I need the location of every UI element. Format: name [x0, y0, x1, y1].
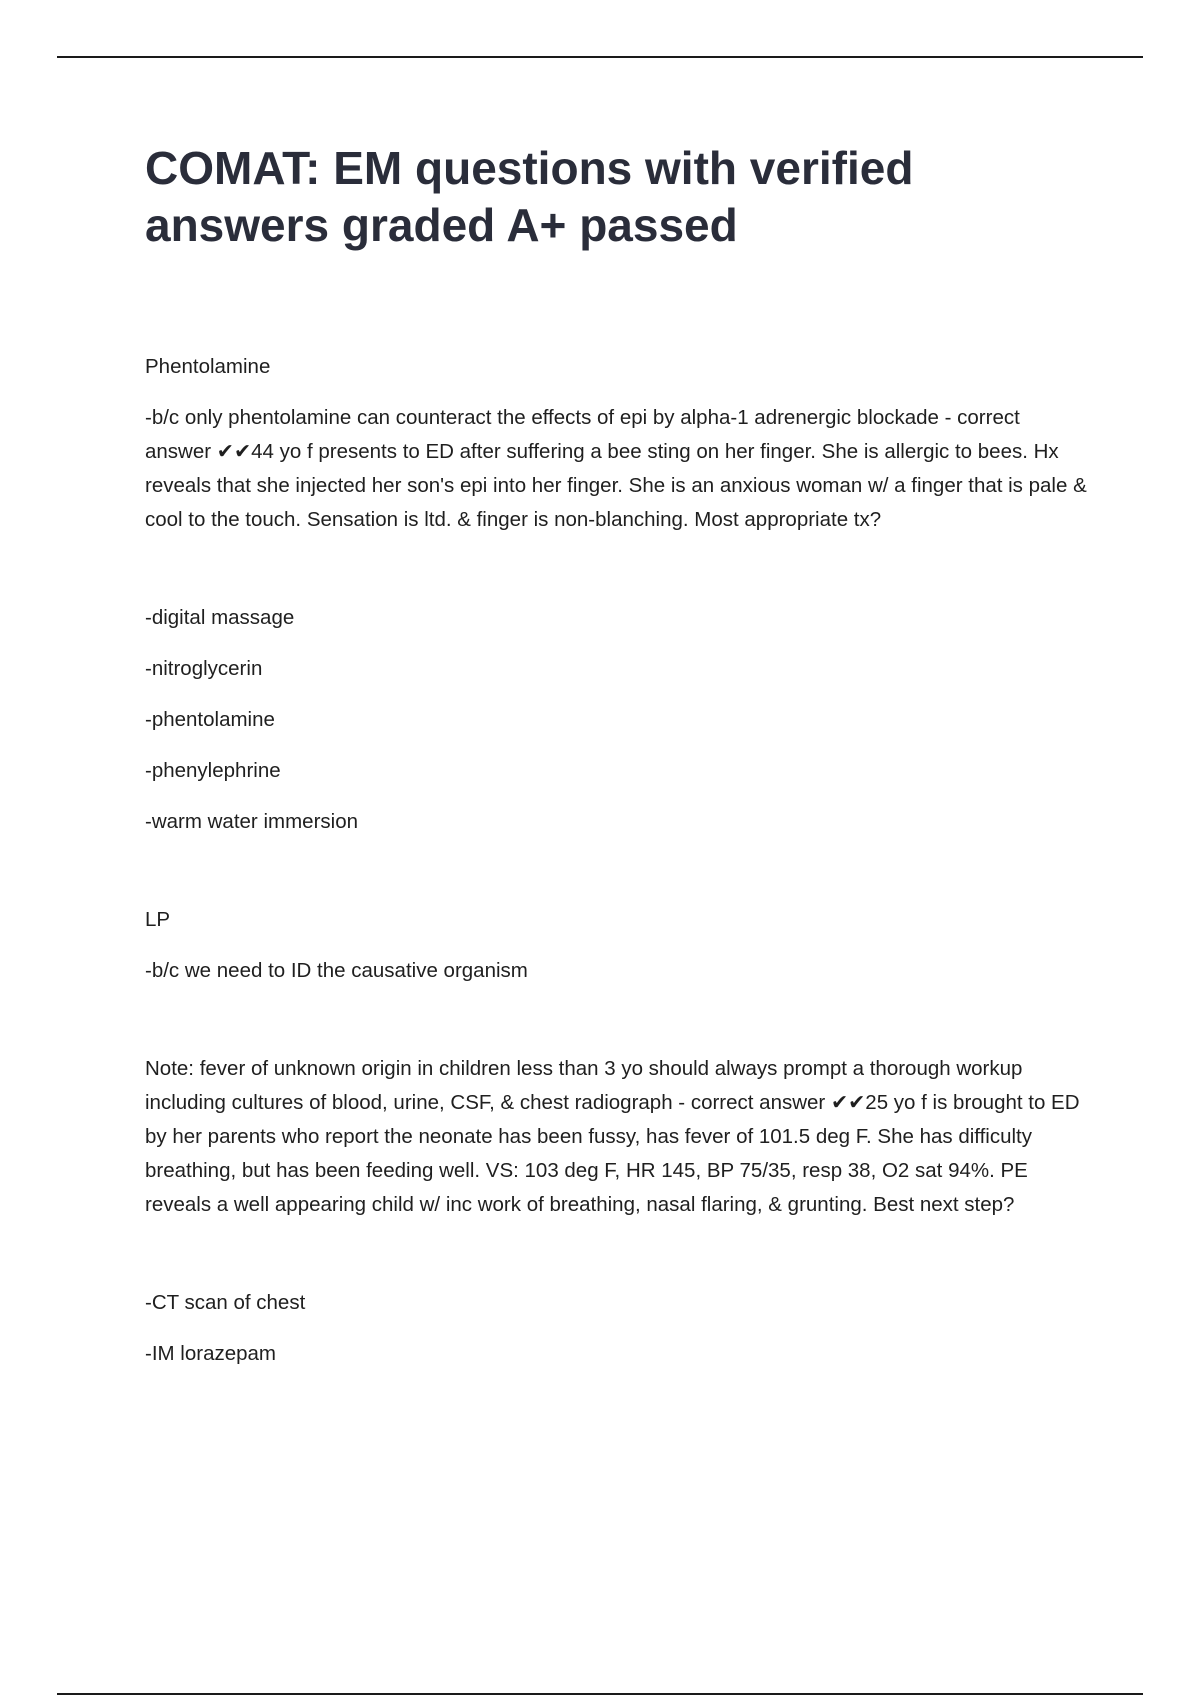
answer-option: -nitroglycerin — [145, 657, 263, 680]
footer-rule — [57, 1693, 1143, 1695]
answer-option: -IM lorazepam — [145, 1342, 277, 1365]
answer-option: -digital massage — [145, 606, 295, 629]
answer-text: LP — [145, 908, 171, 931]
answer-option: -phenylephrine — [145, 759, 281, 782]
answer-option: -warm water immersion — [145, 810, 358, 833]
answer-option: -phentolamine — [145, 708, 275, 731]
answer-option: -CT scan of chest — [145, 1291, 306, 1314]
question-text: Note: fever of unknown origin in children less than 3 yo should always prompt a thorough workup including cultures of blood, urine, CSF, & chest radiograph - correct answer ✔✔25 yo f is brought to ED by her parents who report the neonate has been fussy, has fever of 101.5 deg F. She has difficulty breathing, but has been feeding well. VS: 103 deg F, HR 145, BP 75/35, resp 38, O2 sat 94%. PE reveals a well appearing child w/ inc work of breathing, nasal flaring, & grunting. Best next step? — [145, 1057, 1080, 1216]
question-block-1 — [145, 350, 1090, 839]
question-block-2 — [145, 903, 1090, 1371]
document-title: COMAT: EM questions with verified answers graded A+ passed — [145, 142, 914, 251]
rationale-text: -b/c we need to ID the causative organism — [145, 959, 528, 982]
question-text: -b/c only phentolamine can counteract the effects of epi by alpha-1 adrenergic blockade - correct answer ✔✔44 yo f presents to ED after suffering a bee sting on her finger. She is allergic to bees. Hx reveals that she injected her son's epi into her finger. She is an anxious woman w/ a finger that is pale & cool to the touch. Sensation is ltd. & finger is non-blanching. Most appropriate tx? — [145, 406, 1087, 531]
document-body — [145, 140, 1090, 1371]
answer-text: Phentolamine — [145, 355, 271, 378]
header-rule — [57, 56, 1143, 58]
